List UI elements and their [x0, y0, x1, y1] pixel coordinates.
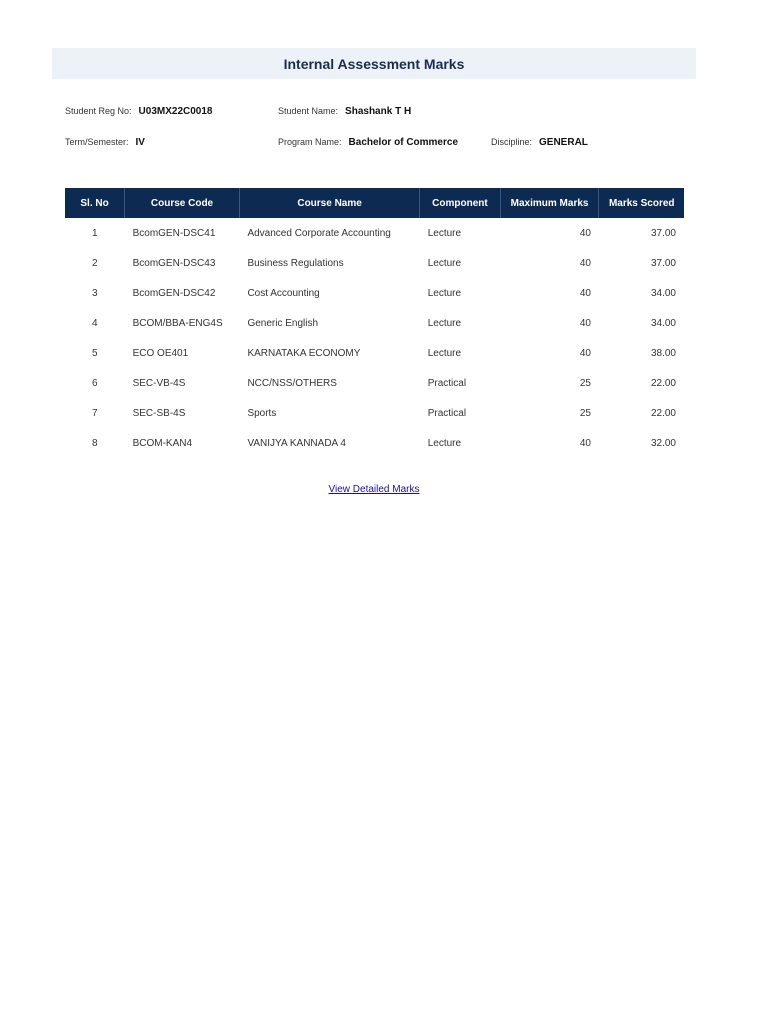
cell-maximum-marks: 40: [579, 257, 591, 269]
table-row: [65, 248, 684, 278]
cell-maximum-marks: 40: [579, 347, 591, 359]
cell-course-code: ECO OE401: [132, 347, 189, 359]
header-course-code: Course Code: [125, 188, 240, 218]
detailed-link-container: [0, 479, 748, 497]
page-title: Internal Assessment Marks: [283, 55, 465, 72]
cell-sl-no: 3: [92, 287, 98, 299]
cell-sl-no: 6: [92, 377, 98, 389]
student-info-row-1: [0, 106, 768, 126]
discipline-field: [491, 137, 588, 148]
view-detailed-marks-link[interactable]: View Detailed Marks: [328, 484, 420, 495]
cell-component: Lecture: [427, 437, 462, 449]
student-name-value: Shashank T H: [345, 106, 412, 117]
table-row: [65, 398, 684, 428]
reg-no-value: U03MX22C0018: [138, 106, 213, 117]
cell-maximum-marks: 40: [579, 317, 591, 329]
term-value: IV: [135, 137, 145, 148]
cell-marks-scored: 32.00: [650, 437, 676, 449]
cell-course-name: NCC/NSS/OTHERS: [247, 377, 337, 389]
student-info-row-2: [0, 137, 768, 157]
cell-component: Lecture: [427, 317, 462, 329]
cell-component: Practical: [427, 407, 467, 419]
cell-maximum-marks: 25: [579, 407, 591, 419]
cell-course-name: KARNATAKA ECONOMY: [247, 347, 361, 359]
cell-component: Practical: [427, 377, 467, 389]
cell-course-name: Advanced Corporate Accounting: [247, 227, 391, 239]
page-title-bar: [52, 48, 696, 79]
cell-course-name: Cost Accounting: [247, 287, 320, 299]
cell-component: Lecture: [427, 287, 462, 299]
cell-component: Lecture: [427, 227, 462, 239]
table-row: [65, 428, 684, 458]
cell-marks-scored: 34.00: [650, 287, 676, 299]
cell-marks-scored: 37.00: [650, 257, 676, 269]
table-header-row: [65, 188, 684, 218]
cell-course-name: Sports: [247, 407, 277, 419]
cell-course-name: Business Regulations: [247, 257, 344, 269]
cell-course-code: BCOM-KAN4: [132, 437, 193, 449]
cell-sl-no: 5: [92, 347, 98, 359]
header-sl-no: Sl. No: [65, 188, 125, 218]
cell-component: Lecture: [427, 347, 462, 359]
header-maximum-marks: Maximum Marks: [500, 188, 599, 218]
cell-sl-no: 2: [92, 257, 98, 269]
program-label: Program Name:: [278, 137, 342, 147]
header-marks-scored: Marks Scored: [599, 188, 684, 218]
cell-course-code: BCOM/BBA-ENG4S: [132, 317, 223, 329]
header-component: Component: [420, 188, 500, 218]
cell-maximum-marks: 40: [579, 287, 591, 299]
cell-course-name: VANIJYA KANNADA 4: [247, 437, 346, 449]
cell-sl-no: 1: [92, 227, 98, 239]
cell-marks-scored: 38.00: [650, 347, 676, 359]
reg-no-label: Student Reg No:: [65, 106, 132, 116]
cell-course-code: SEC-VB-4S: [132, 377, 186, 389]
cell-marks-scored: 22.00: [650, 407, 676, 419]
discipline-label: Discipline:: [491, 137, 533, 147]
reg-no-field: [65, 106, 212, 117]
table-row: [65, 338, 684, 368]
student-name-field: [278, 106, 411, 117]
cell-maximum-marks: 40: [579, 437, 591, 449]
cell-sl-no: 4: [92, 317, 98, 329]
cell-maximum-marks: 40: [579, 227, 591, 239]
marks-table-body: [65, 218, 684, 458]
cell-course-code: BcomGEN-DSC42: [132, 287, 216, 299]
discipline-value: GENERAL: [539, 137, 588, 148]
header-course-name: Course Name: [239, 188, 419, 218]
marks-table: [65, 188, 684, 458]
cell-course-code: BcomGEN-DSC41: [132, 227, 216, 239]
cell-course-name: Generic English: [247, 317, 319, 329]
student-name-label: Student Name:: [278, 106, 339, 116]
table-row: [65, 308, 684, 338]
cell-marks-scored: 34.00: [650, 317, 676, 329]
cell-sl-no: 8: [92, 437, 98, 449]
cell-marks-scored: 22.00: [650, 377, 676, 389]
cell-maximum-marks: 25: [579, 377, 591, 389]
cell-course-code: BcomGEN-DSC43: [132, 257, 216, 269]
cell-course-code: SEC-SB-4S: [132, 407, 186, 419]
cell-marks-scored: 37.00: [650, 227, 676, 239]
cell-sl-no: 7: [92, 407, 98, 419]
cell-component: Lecture: [427, 257, 462, 269]
term-label: Term/Semester:: [65, 137, 129, 147]
program-value: Bachelor of Commerce: [348, 137, 459, 148]
program-field: [278, 137, 458, 148]
table-row: [65, 278, 684, 308]
table-row: [65, 368, 684, 398]
term-field: [65, 137, 145, 148]
table-row: [65, 218, 684, 248]
